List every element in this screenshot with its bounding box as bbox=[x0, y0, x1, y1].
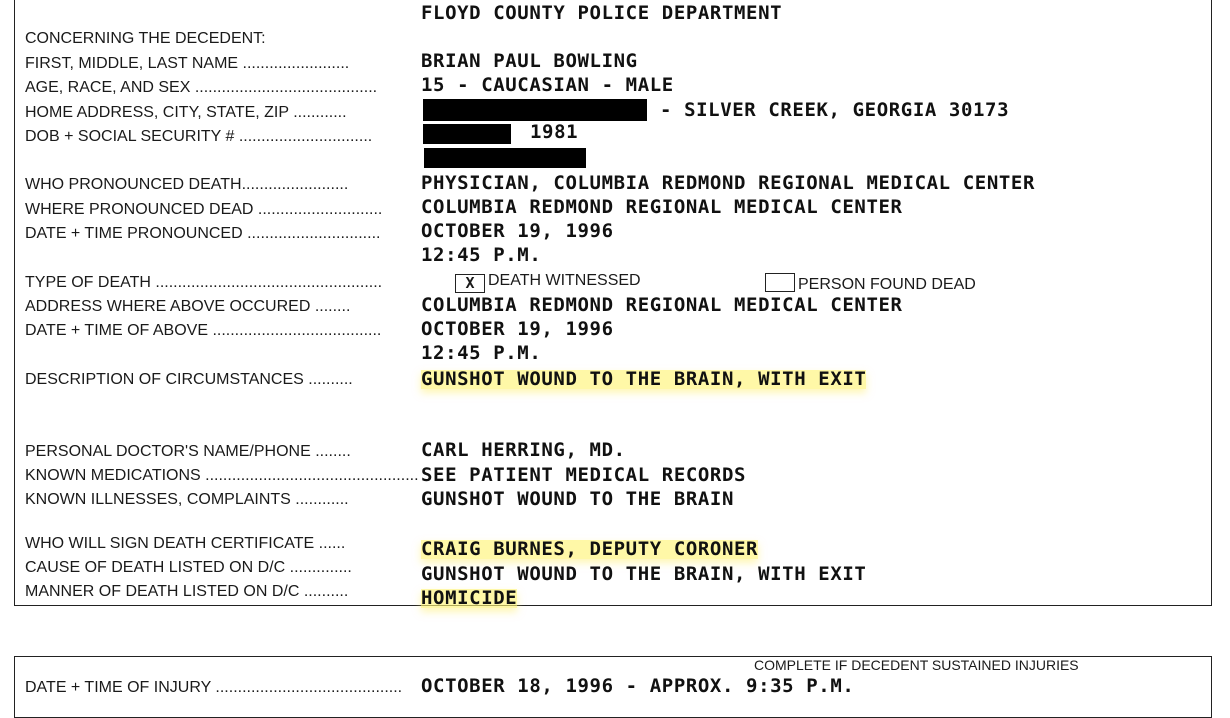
checkbox-person-found-dead-box bbox=[765, 273, 795, 292]
redaction-dob bbox=[423, 124, 511, 144]
label-address-occurred: ADDRESS WHERE ABOVE OCCURED ........ bbox=[25, 298, 351, 315]
checkbox-person-found-dead-label: PERSON FOUND DEAD bbox=[798, 276, 976, 293]
label-datetime-above: DATE + TIME OF ABOVE ...................................... bbox=[25, 322, 382, 339]
label-datetime-injury: DATE + TIME OF INJURY .......................................... bbox=[25, 679, 403, 696]
label-where-pronounced: WHERE PRONOUNCED DEAD ............................ bbox=[25, 201, 383, 218]
value-known-illnesses: GUNSHOT WOUND TO THE BRAIN bbox=[421, 488, 735, 510]
label-circumstances: DESCRIPTION OF CIRCUMSTANCES .......... bbox=[25, 371, 353, 388]
checkbox-death-witnessed[interactable] bbox=[455, 273, 641, 293]
value-dob: 1981 bbox=[530, 121, 579, 143]
value-date-above: OCTOBER 19, 1996 bbox=[421, 318, 614, 340]
label-home-address: HOME ADDRESS, CITY, STATE, ZIP ............ bbox=[25, 104, 347, 121]
label-personal-doctor: PERSONAL DOCTOR'S NAME/PHONE ........ bbox=[25, 443, 351, 460]
label-type-of-death: TYPE OF DEATH ................................................... bbox=[25, 274, 383, 291]
label-cause-of-death: CAUSE OF DEATH LISTED ON D/C .............. bbox=[25, 559, 352, 576]
value-home-address: - SILVER CREEK, GEORGIA 30173 bbox=[660, 99, 1010, 121]
value-name: BRIAN PAUL BOWLING bbox=[421, 50, 638, 72]
value-where-pronounced: COLUMBIA REDMOND REGIONAL MEDICAL CENTER bbox=[421, 196, 903, 218]
checkbox-death-witnessed-label: DEATH WITNESSED bbox=[488, 272, 641, 289]
label-datetime-pronounced: DATE + TIME PRONOUNCED .............................. bbox=[25, 225, 381, 242]
value-cause-of-death: GUNSHOT WOUND TO THE BRAIN, WITH EXIT bbox=[421, 563, 867, 585]
value-address-occurred: COLUMBIA REDMOND REGIONAL MEDICAL CENTER bbox=[421, 294, 903, 316]
value-datetime-injury: OCTOBER 18, 1996 - APPROX. 9:35 P.M. bbox=[421, 675, 855, 697]
label-known-medications: KNOWN MEDICATIONS ................................................ bbox=[25, 467, 419, 484]
label-dob-ssn: DOB + SOCIAL SECURITY # .............................. bbox=[25, 128, 373, 145]
checkbox-death-witnessed-box: X bbox=[455, 274, 485, 293]
value-who-pronounced: PHYSICIAN, COLUMBIA REDMOND REGIONAL MEDICAL CENTER bbox=[421, 172, 1035, 194]
value-time-pronounced: 12:45 P.M. bbox=[421, 244, 542, 266]
value-known-medications: SEE PATIENT MEDICAL RECORDS bbox=[421, 464, 747, 486]
label-known-illnesses: KNOWN ILLNESSES, COMPLAINTS ............ bbox=[25, 491, 349, 508]
redaction-address bbox=[423, 99, 647, 121]
label-certificate-signer: WHO WILL SIGN DEATH CERTIFICATE ...... bbox=[25, 535, 346, 552]
label-name: FIRST, MIDDLE, LAST NAME ........................ bbox=[25, 55, 350, 72]
value-personal-doctor: CARL HERRING, MD. bbox=[421, 439, 626, 461]
value-manner-of-death: HOMICIDE bbox=[421, 587, 518, 609]
label-age-race-sex: AGE, RACE, AND SEX ......................................... bbox=[25, 79, 378, 96]
checkbox-person-found-dead[interactable] bbox=[765, 273, 976, 293]
value-age-race-sex: 15 - CAUCASIAN - MALE bbox=[421, 74, 674, 96]
label-who-pronounced: WHO PRONOUNCED DEATH........................ bbox=[25, 176, 349, 193]
label-manner-of-death: MANNER OF DEATH LISTED ON D/C .......... bbox=[25, 583, 349, 600]
value-circumstances: GUNSHOT WOUND TO THE BRAIN, WITH EXIT bbox=[421, 368, 867, 390]
value-certificate-signer: CRAIG BURNES, DEPUTY CORONER bbox=[421, 538, 759, 560]
redaction-ssn bbox=[424, 148, 586, 168]
injury-section-title: COMPLETE IF DECEDENT SUSTAINED INJURIES bbox=[748, 658, 1085, 672]
section-title: CONCERNING THE DECEDENT: bbox=[25, 30, 266, 47]
value-date-pronounced: OCTOBER 19, 1996 bbox=[421, 220, 614, 242]
department-header: FLOYD COUNTY POLICE DEPARTMENT bbox=[421, 2, 783, 24]
value-time-above: 12:45 P.M. bbox=[421, 342, 542, 364]
